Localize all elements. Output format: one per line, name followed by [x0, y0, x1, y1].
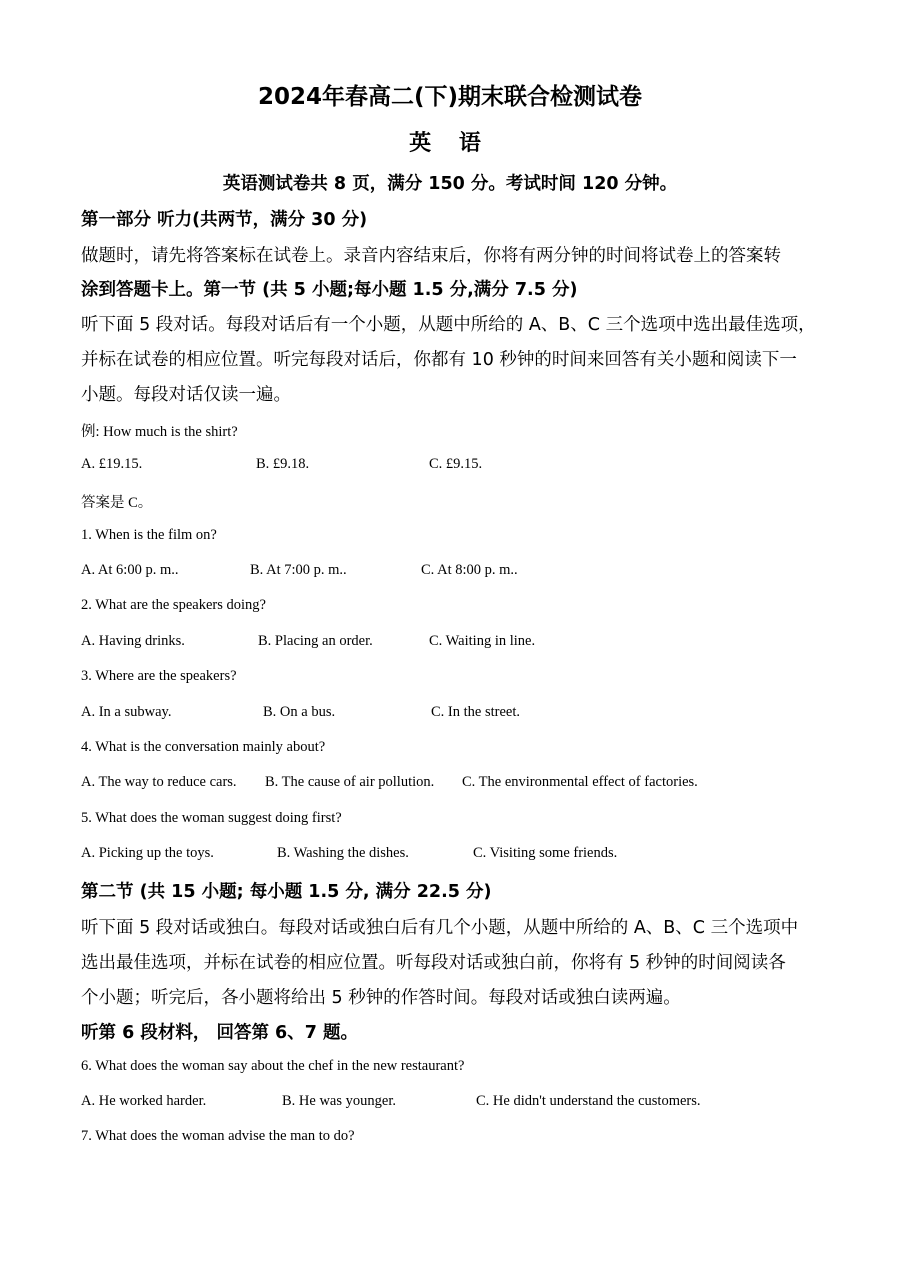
question-4: 4. What is the conversation mainly about? [81, 739, 326, 755]
section1-directions-line3: 小题。每段对话仅读一遍。 [81, 385, 291, 405]
question-3: 3. Where are the speakers? [81, 668, 237, 684]
example-question: 例: How much is the shirt? [81, 424, 238, 440]
question-5-option-b: B. Washing the dishes. [277, 845, 409, 861]
question-3-option-a: A. In a subway. [81, 704, 172, 720]
question-1-option-b: B. At 7:00 p. m.. [250, 562, 347, 578]
question-4-option-c: C. The environmental effect of factories. [462, 774, 698, 790]
question-3-option-c: C. In the street. [431, 704, 520, 720]
section1-directions-line2: 并标在试卷的相应位置。听完每段对话后，你都有 10 秒钟的时间来回答有关小题和阅读下一 [81, 350, 797, 370]
subject-title: 英 语 [409, 131, 491, 156]
exam-info: 英语测试卷共 8 页，满分 150 分。考试时间 120 分钟。 [222, 174, 678, 194]
question-6-option-c: C. He didn't understand the customers. [476, 1093, 701, 1109]
question-6-option-b: B. He was younger. [282, 1093, 396, 1109]
example-option-b: B. £9.18. [256, 456, 310, 472]
section1-directions-line1: 听下面 5 段对话。每段对话后有一个小题，从题中所给的 A、B、C 三个选项中选出最佳选项， [81, 315, 816, 335]
question-5-option-c: C. Visiting some friends. [473, 845, 618, 861]
question-1: 1. When is the film on? [81, 527, 217, 543]
part1-heading: 第一部分 听力(共两节，满分 30 分) [81, 210, 368, 230]
part1-instruction-line2: 涂到答题卡上。第一节 (共 5 小题;每小题 1.5 分,满分 7.5 分) [81, 280, 578, 300]
example-option-c: C. £9.15. [429, 456, 483, 472]
question-6-option-a: A. He worked harder. [81, 1093, 207, 1109]
question-2-option-a: A. Having drinks. [81, 633, 185, 649]
section2-directions-line3: 个小题；听完后，各小题将给出 5 秒钟的作答时间。每段对话或独白读两遍。 [81, 988, 681, 1008]
question-2-option-c: C. Waiting in line. [429, 633, 536, 649]
material-6-heading: 听第 6 段材料， 回答第 6、7 题。 [81, 1023, 358, 1043]
section2-directions-line1: 听下面 5 段对话或独白。每段对话或独白后有几个小题，从题中所给的 A、B、C 三个选项中 [81, 918, 799, 938]
question-4-option-b: B. The cause of air pollution. [265, 774, 435, 790]
example-answer: 答案是 C。 [81, 495, 153, 511]
part1-instruction-line1: 做题时，请先将答案标在试卷上。录音内容结束后，你将有两分钟的时间将试卷上的答案转 [81, 246, 781, 266]
question-5-option-a: A. Picking up the toys. [81, 845, 214, 861]
question-2-option-b: B. Placing an order. [258, 633, 373, 649]
question-2: 2. What are the speakers doing? [81, 597, 266, 613]
section2-heading: 第二节 (共 15 小题; 每小题 1.5 分, 满分 22.5 分) [81, 882, 492, 902]
example-option-a: A. £19.15. [81, 456, 143, 472]
exam-title: 2024年春高二(下)期末联合检测试卷 [257, 84, 643, 110]
question-1-option-a: A. At 6:00 p. m.. [81, 562, 179, 578]
section2-directions-line2: 选出最佳选项，并标在试卷的相应位置。听每段对话或独白前，你将有 5 秒钟的时间阅读各 [81, 953, 786, 973]
question-5: 5. What does the woman suggest doing first? [81, 810, 342, 826]
question-1-option-c: C. At 8:00 p. m.. [421, 562, 518, 578]
question-7: 7. What does the woman advise the man to do? [81, 1128, 355, 1144]
question-4-option-a: A. The way to reduce cars. [81, 774, 237, 790]
question-6: 6. What does the woman say about the chef in the new restaurant? [81, 1058, 465, 1074]
question-3-option-b: B. On a bus. [263, 704, 336, 720]
